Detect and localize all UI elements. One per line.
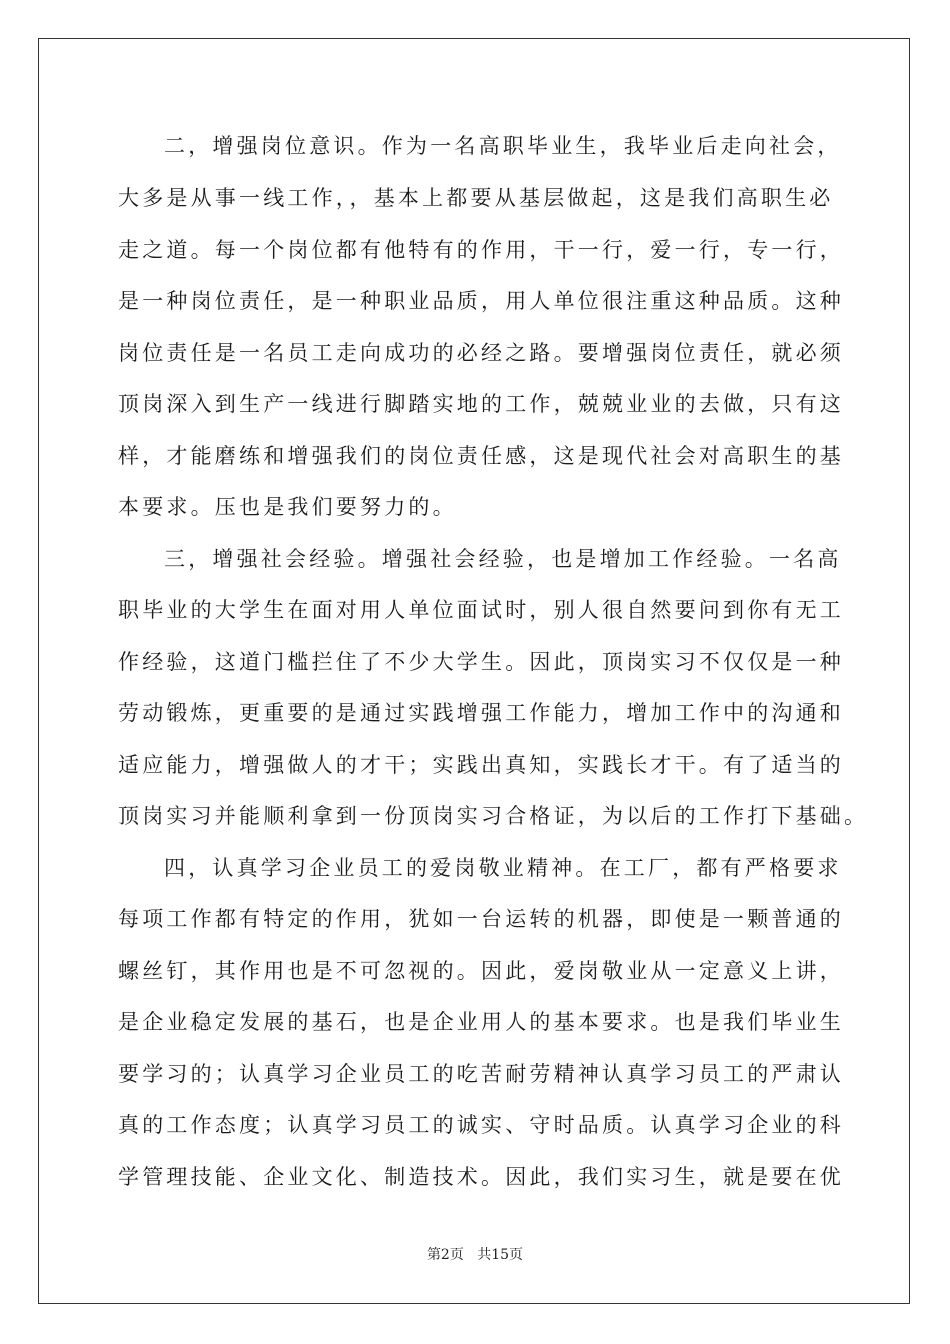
text-line: 大多是从事一线工作，，基本上都要从基层做起，这是我们高职生必 <box>118 186 834 210</box>
text-line: 要学习的；认真学习企业员工的吃苦耐劳精神认真学习员工的严肃认 <box>118 1062 844 1086</box>
text-line: 职毕业的大学生在面对用人单位面试时，别人很自然要问到你有无工 <box>118 598 844 622</box>
text-line: 是一种岗位责任，是一种职业品质，用人单位很注重这种品质。这种 <box>118 289 844 313</box>
text-line: 本要求。压也是我们要努力的。 <box>118 495 457 519</box>
text-line: 岗位责任是一名员工走向成功的必经之路。要增强岗位责任，就必须 <box>118 341 844 365</box>
page-footer <box>0 1244 950 1264</box>
text-line: 每项工作都有特定的作用，犹如一台运转的机器，即使是一颗普通的 <box>118 907 844 931</box>
text-line: 三，增强社会经验。增强社会经验，也是增加工作经验。一名高 <box>164 547 842 571</box>
text-line: 二，增强岗位意识。作为一名高职毕业生，我毕业后走向社会， <box>164 134 842 158</box>
text-line: 螺丝钉，其作用也是不可忽视的。因此，爱岗敬业从一定意义上讲， <box>118 959 844 983</box>
text-line: 样，才能磨练和增强我们的岗位责任感，这是现代社会对高职生的基 <box>118 444 844 468</box>
text-line: 适应能力，增强做人的才干；实践出真知，实践长才干。有了适当的 <box>118 753 844 777</box>
text-line: 真的工作态度；认真学习员工的诚实、守时品质。认真学习企业的科 <box>118 1113 844 1137</box>
text-line: 顶岗深入到生产一线进行脚踏实地的工作，兢兢业业的去做，只有这 <box>118 392 844 416</box>
text-line: 四，认真学习企业员工的爱岗敬业精神。在工厂，都有严格要求 <box>164 856 842 880</box>
text-line: 是企业稳定发展的基石，也是企业用人的基本要求。也是我们毕业生 <box>118 1010 844 1034</box>
text-line: 走之道。每一个岗位都有他特有的作用，干一行，爱一行，专一行， <box>118 238 844 262</box>
text-line: 作经验，这道门槛拦住了不少大学生。因此，顶岗实习不仅仅是一种 <box>118 650 844 674</box>
text-line: 劳动锻炼，更重要的是通过实践增强工作能力，增加工作中的沟通和 <box>118 701 844 725</box>
total-pages: 共15页 <box>477 1247 524 1263</box>
text-line: 顶岗实习并能顺利拿到一份顶岗实习合格证，为以后的工作打下基础。 <box>118 804 869 828</box>
text-line: 学管理技能、企业文化、制造技术。因此，我们实习生，就是要在优 <box>118 1165 844 1189</box>
page-number: 第2页 <box>426 1247 464 1263</box>
